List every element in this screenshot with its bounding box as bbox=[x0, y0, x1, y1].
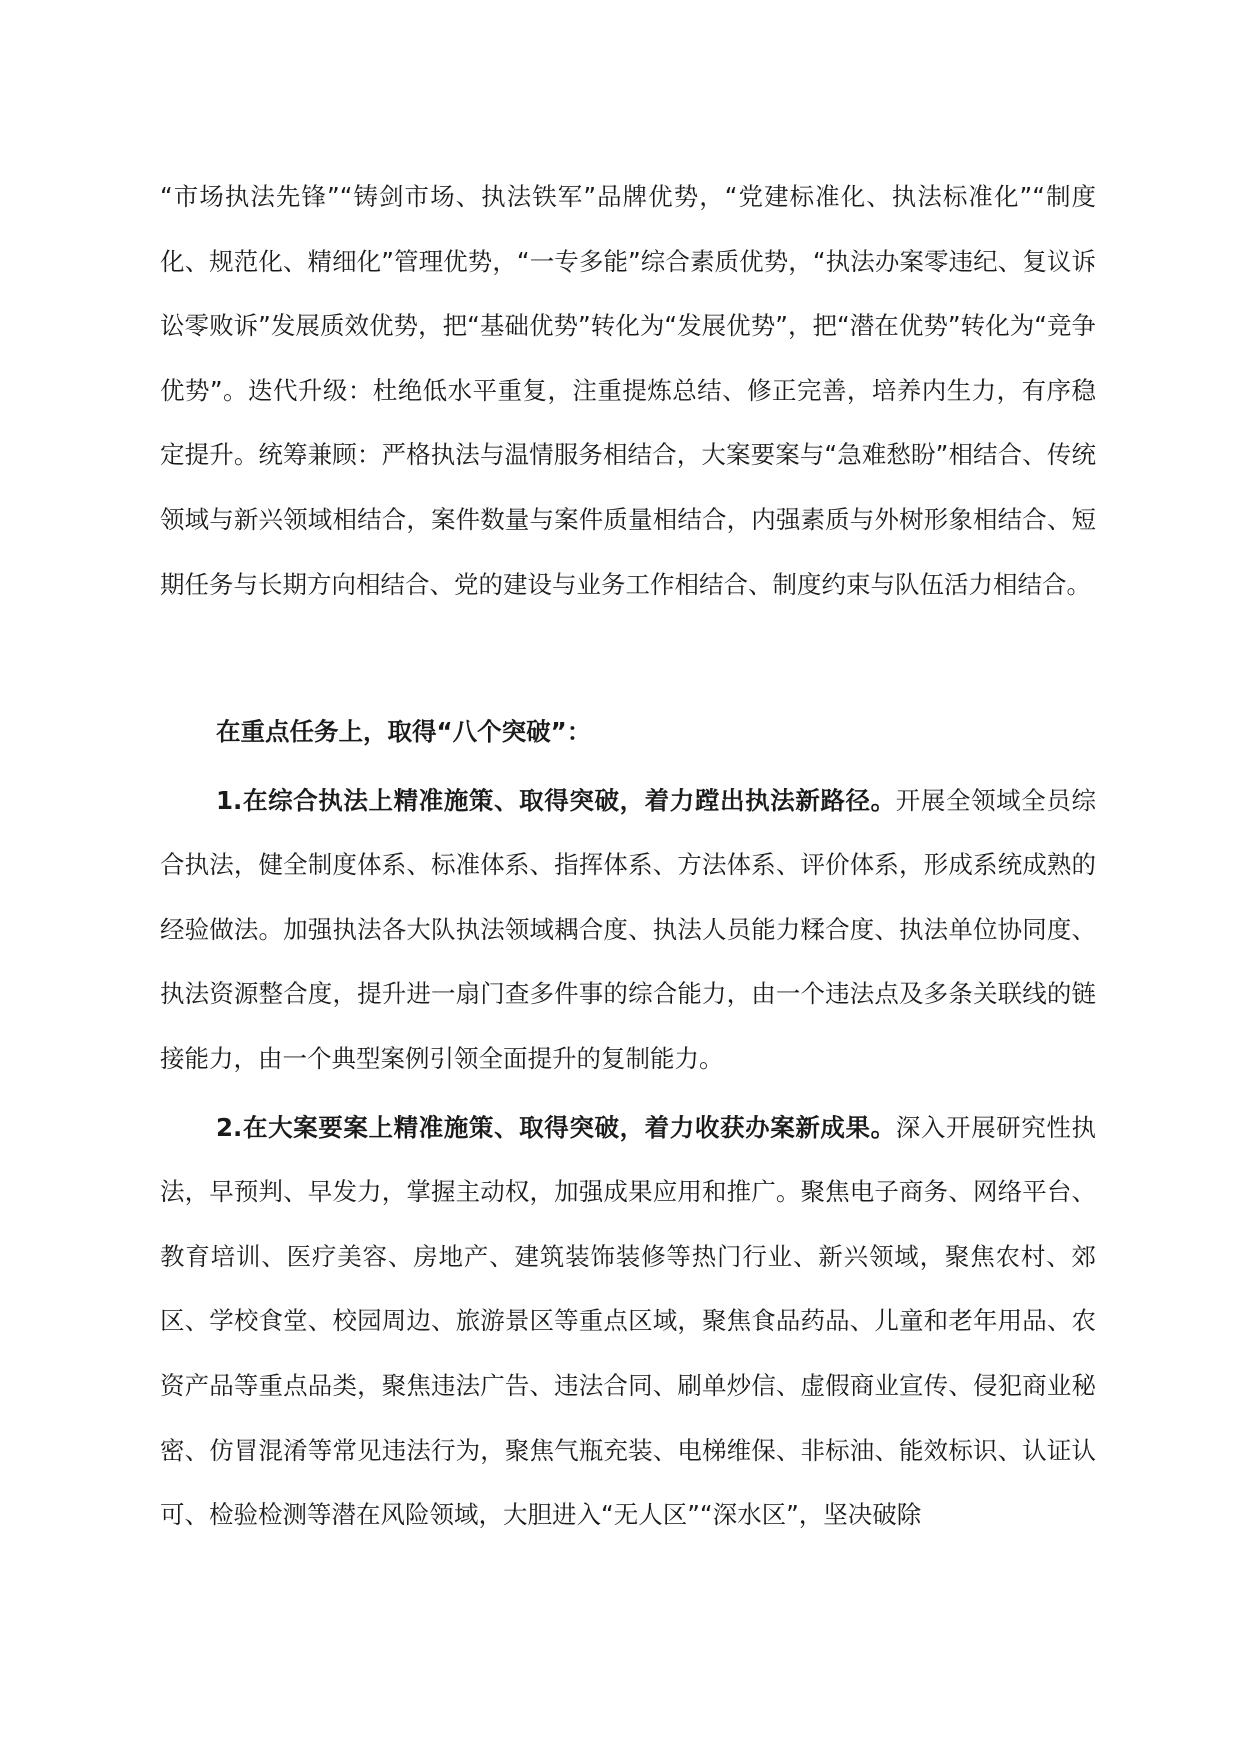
continuation-paragraph: “市场执法先锋”“铸剑市场、执法铁军”品牌优势，“党建标准化、执法标准化”“制度化、规范化、精细化”管理优势，“一专多能”综合素质优势，“执法办案零违纪、复议诉讼零败诉”发展质效优势，把“基础优势”转化为“发展优势”，把“潜在优势”转化为“竞争优势”。迭代升级：杜绝低水平重复，注重提炼总结、修正完善，培养内生力，有序稳定提升。统筹兼顾：严格执法与温情服务相结合，大案要案与“急难愁盼”相结合、传统领域与新兴领域相结合，案件数量与案件质量相结合，内强素质与外树形象相结合、短期任务与长期方向相结合、党的建设与业务工作相结合、制度约束与队伍活力相结合。 bbox=[160, 182, 1096, 599]
task-item-1-title: 1.在综合执法上精准施策、取得突破，着力蹚出执法新路径。 bbox=[216, 785, 896, 815]
task-item-2 bbox=[160, 1096, 1096, 1548]
task-item-2-body: 深入开展研究性执法，早预判、早发力，掌握主动权，加强成果应用和推广。聚焦电子商务、网络平台、教育培训、医疗美容、房地产、建筑装饰装修等热门行业、新兴领域，聚焦农村、郊区、学校食堂、校园周边、旅游景区等重点区域，聚焦食品药品、儿童和老年用品、农资产品等重点品类，聚焦违法广告、违法合同、刷单炒信、虚假商业宣传、侵犯商业秘密、仿冒混淆等常见违法行为，聚焦气瓶充装、电梯维保、非标油、能效标识、认证认可、检验检测等潜在风险领域，大胆进入“无人区”“深水区”，坚决破除 bbox=[160, 1112, 1096, 1530]
task-item-1 bbox=[160, 769, 1096, 1092]
key-tasks-section bbox=[160, 700, 1096, 1548]
task-item-2-title: 2.在大案要案上精准施策、取得突破，着力收获办案新成果。 bbox=[216, 1112, 896, 1142]
section-heading: 在重点任务上，取得“八个突破”： bbox=[216, 717, 592, 746]
task-item-1-body: 开展全领域全员综合执法，健全制度体系、标准体系、指挥体系、方法体系、评价体系，形成系统成熟的经验做法。加强执法各大队执法领域耦合度、执法人员能力糅合度、执法单位协同度、执法资源整合度，提升进一扇门查多件事的综合能力，由一个违法点及多条关联线的链接能力，由一个典型案例引领全面提升的复制能力。 bbox=[160, 785, 1096, 1073]
continuation-paragraph-block bbox=[160, 165, 1096, 617]
